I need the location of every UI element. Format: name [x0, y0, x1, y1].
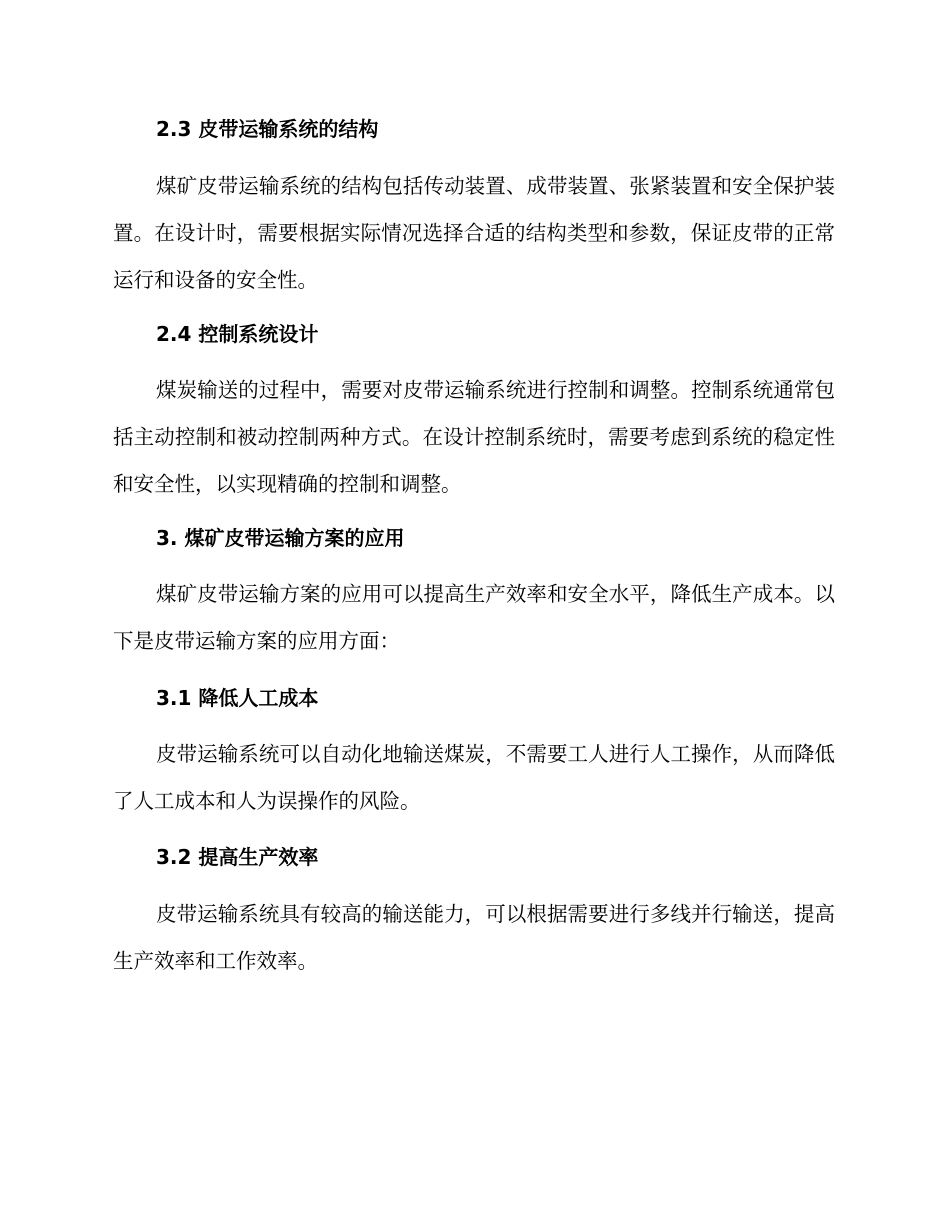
section-paragraph-3-1: 皮带运输系统可以自动化地输送煤炭，不需要工人进行人工操作，从而降低了人工成本和人为误操作的风险。: [113, 742, 835, 813]
section-heading-2-4: 2.4 控制系统设计: [156, 322, 319, 346]
section-paragraph-2-4: 煤炭输送的过程中，需要对皮带运输系统进行控制和调整。控制系统通常包括主动控制和被动控制两种方式。在设计控制系统时，需要考虑到系统的稳定性和安全性，以实现精确的控制和调整。: [113, 378, 835, 496]
section-paragraph-3-2: 皮带运输系统具有较高的输送能力，可以根据需要进行多线并行输送，提高生产效率和工作效率。: [113, 902, 835, 973]
section-heading-3-2: 3.2 提高生产效率: [156, 845, 319, 869]
section-heading-2-3: 2.3 皮带运输系统的结构: [156, 117, 379, 141]
section-heading-3-1: 3.1 降低人工成本: [156, 686, 319, 710]
section-paragraph-3: 煤矿皮带运输方案的应用可以提高生产效率和安全水平，降低生产成本。以下是皮带运输方案的应用方面：: [113, 582, 835, 653]
section-heading-3: 3. 煤矿皮带运输方案的应用: [156, 526, 405, 550]
section-paragraph-2-3: 煤矿皮带运输系统的结构包括传动装置、成带装置、张紧装置和安全保护装置。在设计时，需要根据实际情况选择合适的结构类型和参数，保证皮带的正常运行和设备的安全性。: [113, 174, 835, 292]
